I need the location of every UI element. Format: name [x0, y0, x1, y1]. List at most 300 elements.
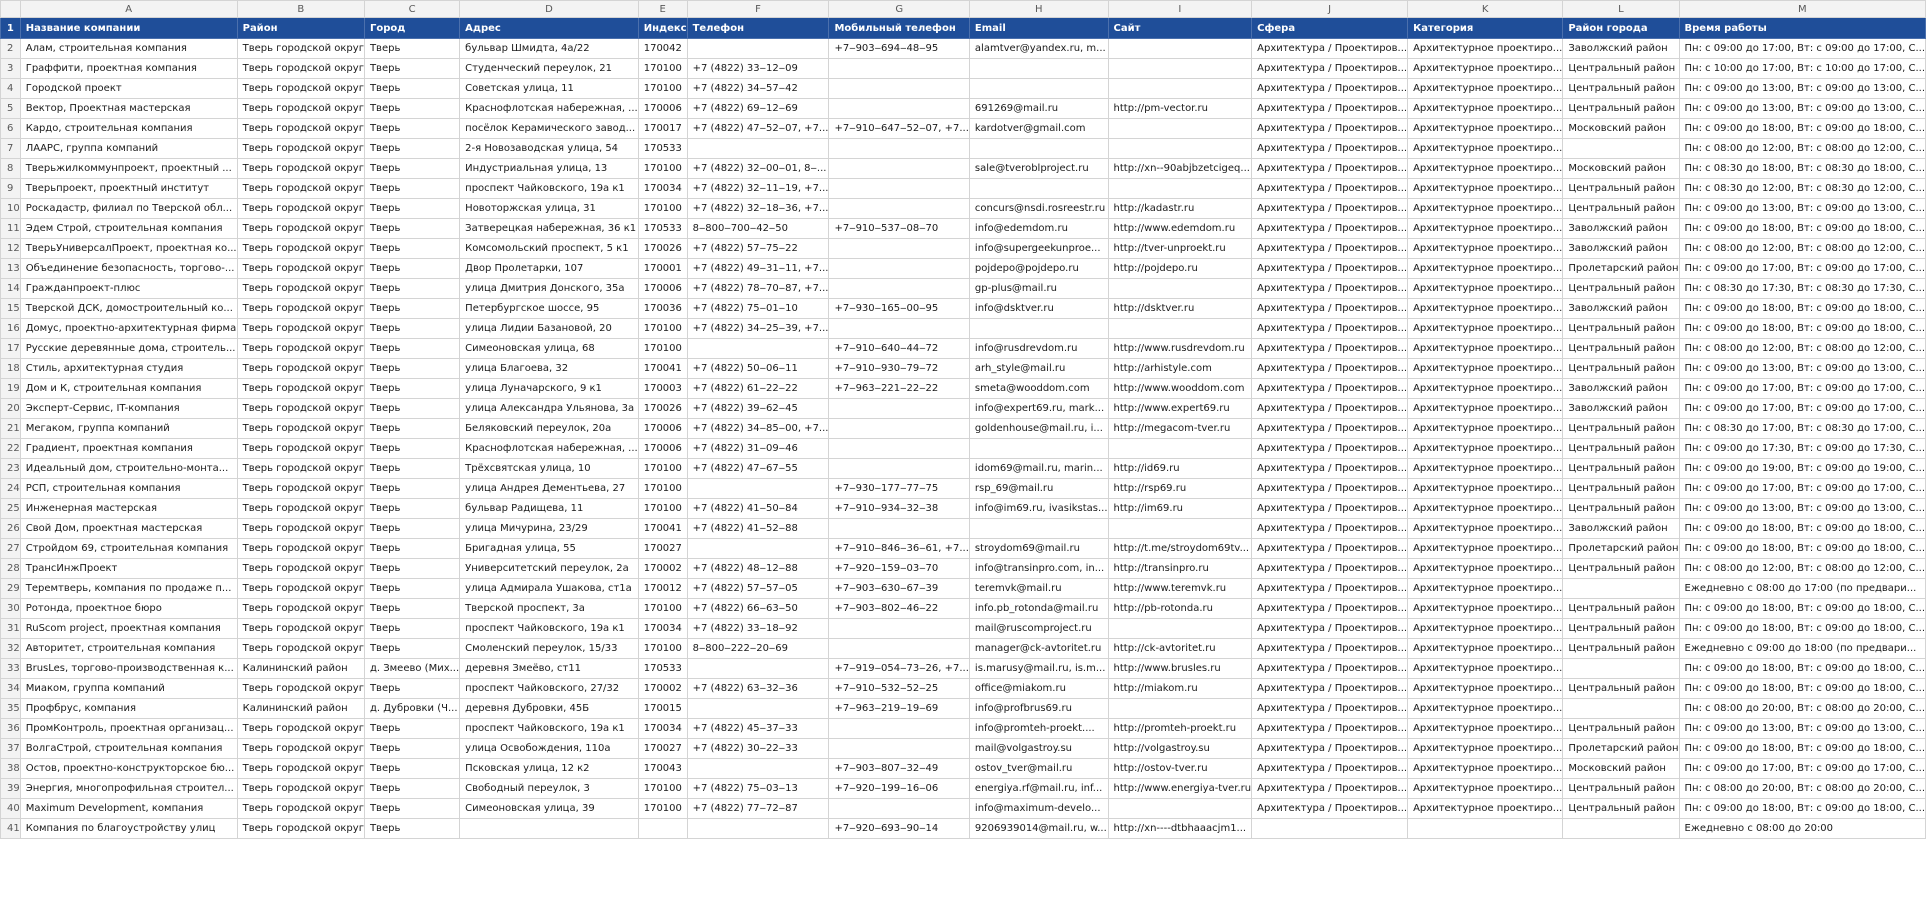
cell[interactable]: Тверь городской округ	[237, 79, 364, 99]
cell[interactable]: http://t.me/stroydom69tv...	[1108, 539, 1252, 559]
cell[interactable]: Стройдом 69, строительная компания	[20, 539, 237, 559]
cell[interactable]: 170100	[638, 319, 687, 339]
cell[interactable]: 170015	[638, 699, 687, 719]
cell[interactable]: http://rsp69.ru	[1108, 479, 1252, 499]
cell[interactable]: Центральный район	[1563, 359, 1679, 379]
cell[interactable]	[1252, 819, 1408, 839]
cell[interactable]: Теремтверь, компания по продаже п...	[20, 579, 237, 599]
cell[interactable]: Пн: с 09:00 до 18:00, Вт: с 09:00 до 18:00, С...	[1679, 119, 1925, 139]
cell[interactable]: Дом и К, строительная компания	[20, 379, 237, 399]
cell[interactable]: Архитектура / Проектиров...	[1252, 579, 1408, 599]
cell[interactable]: Пн: с 08:30 до 18:00, Вт: с 08:30 до 18:00, С...	[1679, 159, 1925, 179]
cell[interactable]: Тверь	[364, 419, 459, 439]
cell[interactable]: Мегаком, группа компаний	[20, 419, 237, 439]
cell[interactable]: Центральный район	[1563, 639, 1679, 659]
cell[interactable]: http://transinpro.ru	[1108, 559, 1252, 579]
cell[interactable]: Архитектурное проектиро...	[1408, 559, 1563, 579]
row-number[interactable]: 24	[1, 479, 21, 499]
cell[interactable]	[969, 319, 1108, 339]
cell[interactable]: Архитектура / Проектиров...	[1252, 799, 1408, 819]
cell[interactable]: 170533	[638, 219, 687, 239]
cell[interactable]	[829, 439, 969, 459]
cell[interactable]: Вектор, Проектная мастерская	[20, 99, 237, 119]
cell[interactable]: Пн: с 09:00 до 13:00, Вт: с 09:00 до 13:00, С...	[1679, 719, 1925, 739]
cell[interactable]: Архитектурное проектиро...	[1408, 799, 1563, 819]
cell[interactable]: 170026	[638, 399, 687, 419]
cell[interactable]: Тверь городской округ	[237, 159, 364, 179]
cell[interactable]: Тверской ДСК, домостроительный ко...	[20, 299, 237, 319]
cell[interactable]: Тверь городской округ	[237, 439, 364, 459]
cell[interactable]: Пн: с 09:00 до 18:00, Вт: с 09:00 до 18:00, С...	[1679, 219, 1925, 239]
cell[interactable]: Комсомольский проспект, 5 к1	[460, 239, 639, 259]
row-number[interactable]: 1	[1, 18, 21, 39]
cell[interactable]: Тверь городской округ	[237, 379, 364, 399]
cell[interactable]	[687, 699, 829, 719]
cell[interactable]	[969, 519, 1108, 539]
cell[interactable]: Архитектурное проектиро...	[1408, 619, 1563, 639]
cell[interactable]	[687, 139, 829, 159]
cell[interactable]	[1108, 179, 1252, 199]
cell[interactable]: Тверь городской округ	[237, 779, 364, 799]
cell[interactable]: Архитектурное проектиро...	[1408, 239, 1563, 259]
cell[interactable]: Пн: с 09:00 до 17:30, Вт: с 09:00 до 17:30, С...	[1679, 439, 1925, 459]
cell[interactable]: Ежедневно с 08:00 до 20:00	[1679, 819, 1925, 839]
header-cell[interactable]: Город	[364, 18, 459, 39]
row-number[interactable]: 18	[1, 359, 21, 379]
cell[interactable]: Тверь	[364, 379, 459, 399]
cell[interactable]: Свободный переулок, 3	[460, 779, 639, 799]
cell[interactable]: Пн: с 09:00 до 18:00, Вт: с 09:00 до 18:00, С...	[1679, 319, 1925, 339]
cell[interactable]: Свой Дом, проектная мастерская	[20, 519, 237, 539]
cell[interactable]: Калининский район	[237, 659, 364, 679]
cell[interactable]: http://pb-rotonda.ru	[1108, 599, 1252, 619]
cell[interactable]: Инженерная мастерская	[20, 499, 237, 519]
cell[interactable]: Тверь	[364, 139, 459, 159]
cell[interactable]: 170006	[638, 439, 687, 459]
cell[interactable]: 170034	[638, 619, 687, 639]
cell[interactable]: Тверь городской округ	[237, 499, 364, 519]
cell[interactable]: Домус, проектно-архитектурная фирма	[20, 319, 237, 339]
cell[interactable]: Тверь	[364, 439, 459, 459]
cell[interactable]: Тверь городской округ	[237, 599, 364, 619]
cell[interactable]: улица Адмирала Ушакова, ст1а	[460, 579, 639, 599]
cell[interactable]	[1108, 59, 1252, 79]
cell[interactable]: Архитектурное проектиро...	[1408, 679, 1563, 699]
cell[interactable]: Архитектура / Проектиров...	[1252, 179, 1408, 199]
cell[interactable]: Градиент, проектная компания	[20, 439, 237, 459]
cell[interactable]: http://id69.ru	[1108, 459, 1252, 479]
cell[interactable]: Новоторжская улица, 31	[460, 199, 639, 219]
cell[interactable]: улица Александра Ульянова, 3а	[460, 399, 639, 419]
cell[interactable]: Стиль, архитектурная студия	[20, 359, 237, 379]
cell[interactable]: +7 (4822) 47‒52‒07, +7...	[687, 119, 829, 139]
header-cell[interactable]: Сфера	[1252, 18, 1408, 39]
cell[interactable]: +7 (4822) 78‒70‒87, +7...	[687, 279, 829, 299]
cell[interactable]: Пн: с 09:00 до 18:00, Вт: с 09:00 до 18:00, С...	[1679, 799, 1925, 819]
row-number[interactable]: 40	[1, 799, 21, 819]
cell[interactable]: Пн: с 09:00 до 17:00, Вт: с 09:00 до 17:00, С...	[1679, 479, 1925, 499]
cell[interactable]: Тверь городской округ	[237, 519, 364, 539]
cell[interactable]: Пн: с 09:00 до 13:00, Вт: с 09:00 до 13:00, С...	[1679, 79, 1925, 99]
cell[interactable]: +7‒963‒221‒22‒22	[829, 379, 969, 399]
cell[interactable]: Архитектура / Проектиров...	[1252, 259, 1408, 279]
cell[interactable]: Архитектура / Проектиров...	[1252, 519, 1408, 539]
cell[interactable]: 9206939014@mail.ru, w...	[969, 819, 1108, 839]
cell[interactable]: Пн: с 09:00 до 13:00, Вт: с 09:00 до 13:00, С...	[1679, 359, 1925, 379]
cell[interactable]: Архитектурное проектиро...	[1408, 759, 1563, 779]
cell[interactable]: Архитектурное проектиро...	[1408, 439, 1563, 459]
cell[interactable]: Смоленский переулок, 15/33	[460, 639, 639, 659]
cell[interactable]: 170100	[638, 59, 687, 79]
cell[interactable]: Тверь	[364, 359, 459, 379]
cell[interactable]: 170001	[638, 259, 687, 279]
cell[interactable]: Тверь городской округ	[237, 819, 364, 839]
cell[interactable]: Университетский переулок, 2а	[460, 559, 639, 579]
row-number[interactable]: 25	[1, 499, 21, 519]
cell[interactable]: Заволжский район	[1563, 399, 1679, 419]
cell[interactable]: Пн: с 09:00 до 18:00, Вт: с 09:00 до 18:00, С...	[1679, 739, 1925, 759]
cell[interactable]: Архитектурное проектиро...	[1408, 459, 1563, 479]
cell[interactable]: Профбрус, компания	[20, 699, 237, 719]
cell[interactable]: Центральный район	[1563, 419, 1679, 439]
cell[interactable]: Пн: с 09:00 до 13:00, Вт: с 09:00 до 13:00, С...	[1679, 499, 1925, 519]
cell[interactable]: +7 (4822) 57‒57‒05	[687, 579, 829, 599]
cell[interactable]: Пн: с 09:00 до 18:00, Вт: с 09:00 до 18:00, С...	[1679, 299, 1925, 319]
cell[interactable]: Архитектурное проектиро...	[1408, 279, 1563, 299]
cell[interactable]: Тверь городской округ	[237, 39, 364, 59]
cell[interactable]: Архитектура / Проектиров...	[1252, 219, 1408, 239]
cell[interactable]: Архитектура / Проектиров...	[1252, 479, 1408, 499]
cell[interactable]: Архитектурное проектиро...	[1408, 259, 1563, 279]
cell[interactable]: Архитектурное проектиро...	[1408, 739, 1563, 759]
cell[interactable]: Тверь	[364, 319, 459, 339]
cell[interactable]: smeta@wooddom.com	[969, 379, 1108, 399]
cell[interactable]: +7‒910‒934‒32‒38	[829, 499, 969, 519]
cell[interactable]	[1108, 79, 1252, 99]
cell[interactable]: Архитектура / Проектиров...	[1252, 719, 1408, 739]
cell[interactable]: Архитектурное проектиро...	[1408, 539, 1563, 559]
cell[interactable]	[829, 79, 969, 99]
cell[interactable]: Миаком, группа компаний	[20, 679, 237, 699]
column-header-i[interactable]: I	[1108, 1, 1252, 18]
cell[interactable]: Архитектура / Проектиров...	[1252, 679, 1408, 699]
cell[interactable]: Тверь городской округ	[237, 139, 364, 159]
cell[interactable]: бульвар Радищева, 11	[460, 499, 639, 519]
cell[interactable]: Архитектура / Проектиров...	[1252, 99, 1408, 119]
row-number[interactable]: 13	[1, 259, 21, 279]
row-number[interactable]: 28	[1, 559, 21, 579]
cell[interactable]: Тверь	[364, 199, 459, 219]
cell[interactable]: 2-я Новозаводская улица, 54	[460, 139, 639, 159]
cell[interactable]: info@profbrus69.ru	[969, 699, 1108, 719]
cell[interactable]: http://volgastroy.su	[1108, 739, 1252, 759]
cell[interactable]: д. Змеево (Мих...	[364, 659, 459, 679]
cell[interactable]	[969, 139, 1108, 159]
cell[interactable]: goldenhouse@mail.ru, i...	[969, 419, 1108, 439]
cell[interactable]: Тверь	[364, 59, 459, 79]
cell[interactable]: 170027	[638, 539, 687, 559]
cell[interactable]: Тверь городской округ	[237, 59, 364, 79]
cell[interactable]	[829, 99, 969, 119]
cell[interactable]: ТрансИнжПроект	[20, 559, 237, 579]
row-number[interactable]: 12	[1, 239, 21, 259]
cell[interactable]	[687, 339, 829, 359]
cell[interactable]: http://www.rusdrevdom.ru	[1108, 339, 1252, 359]
header-cell[interactable]: Район города	[1563, 18, 1679, 39]
cell[interactable]: Гражданпроект-плюс	[20, 279, 237, 299]
cell[interactable]: Архитектурное проектиро...	[1408, 59, 1563, 79]
row-number[interactable]: 31	[1, 619, 21, 639]
cell[interactable]	[638, 819, 687, 839]
cell[interactable]: +7 (4822) 49‒31‒11, +7...	[687, 259, 829, 279]
cell[interactable]	[1108, 439, 1252, 459]
cell[interactable]	[687, 759, 829, 779]
cell[interactable]: Пн: с 10:00 до 17:00, Вт: с 10:00 до 17:00, С...	[1679, 59, 1925, 79]
cell[interactable]: Тверь	[364, 339, 459, 359]
cell[interactable]: 170533	[638, 659, 687, 679]
cell[interactable]: Тверь городской округ	[237, 399, 364, 419]
cell[interactable]: Архитектура / Проектиров...	[1252, 39, 1408, 59]
cell[interactable]: teremvk@mail.ru	[969, 579, 1108, 599]
cell[interactable]: Архитектура / Проектиров...	[1252, 619, 1408, 639]
cell[interactable]: http://xn----dtbhaaacjm1...	[1108, 819, 1252, 839]
cell[interactable]	[687, 819, 829, 839]
cell[interactable]: Тверь городской округ	[237, 119, 364, 139]
cell[interactable]: info@promteh-proekt....	[969, 719, 1108, 739]
cell[interactable]: +7 (4822) 41‒52‒88	[687, 519, 829, 539]
cell[interactable]: http://www.energiya-tver.ru	[1108, 779, 1252, 799]
cell[interactable]: 170100	[638, 159, 687, 179]
cell[interactable]: http://ck-avtoritet.ru	[1108, 639, 1252, 659]
cell[interactable]: http://dsktver.ru	[1108, 299, 1252, 319]
cell[interactable]: Архитектурное проектиро...	[1408, 719, 1563, 739]
cell[interactable]: Центральный район	[1563, 319, 1679, 339]
cell[interactable]	[1108, 519, 1252, 539]
cell[interactable]: Архитектурное проектиро...	[1408, 99, 1563, 119]
cell[interactable]: Архитектурное проектиро...	[1408, 79, 1563, 99]
cell[interactable]	[969, 59, 1108, 79]
cell[interactable]: +7 (4822) 33‒18‒92	[687, 619, 829, 639]
cell[interactable]: +7 (4822) 63‒32‒36	[687, 679, 829, 699]
row-number[interactable]: 19	[1, 379, 21, 399]
cell[interactable]	[829, 519, 969, 539]
cell[interactable]: Тверь городской округ	[237, 479, 364, 499]
cell[interactable]: Пн: с 09:00 до 18:00, Вт: с 09:00 до 18:00, С...	[1679, 519, 1925, 539]
row-number[interactable]: 2	[1, 39, 21, 59]
cell[interactable]: Пн: с 08:00 до 12:00, Вт: с 08:00 до 12:00, С...	[1679, 139, 1925, 159]
cell[interactable]: Студенческий переулок, 21	[460, 59, 639, 79]
cell[interactable]: sale@tveroblproject.ru	[969, 159, 1108, 179]
cell[interactable]: Индустриальная улица, 13	[460, 159, 639, 179]
cell[interactable]: +7 (4822) 32‒00‒01, 8‒...	[687, 159, 829, 179]
cell[interactable]: http://miakom.ru	[1108, 679, 1252, 699]
cell[interactable]: http://kadastr.ru	[1108, 199, 1252, 219]
row-number[interactable]: 7	[1, 139, 21, 159]
cell[interactable]: Архитектура / Проектиров...	[1252, 659, 1408, 679]
cell[interactable]: Центральный район	[1563, 799, 1679, 819]
row-number[interactable]: 37	[1, 739, 21, 759]
cell[interactable]: Архитектура / Проектиров...	[1252, 279, 1408, 299]
cell[interactable]: улица Андрея Дементьева, 27	[460, 479, 639, 499]
cell[interactable]: Архитектура / Проектиров...	[1252, 379, 1408, 399]
cell[interactable]: Пн: с 08:00 до 12:00, Вт: с 08:00 до 12:00, С...	[1679, 339, 1925, 359]
cell[interactable]: Авторитет, строительная компания	[20, 639, 237, 659]
cell[interactable]: Тверь городской округ	[237, 99, 364, 119]
cell[interactable]: Калининский район	[237, 699, 364, 719]
column-header-h[interactable]: H	[969, 1, 1108, 18]
cell[interactable]: +7‒963‒219‒19‒69	[829, 699, 969, 719]
cell[interactable]: Краснофлотская набережная, ...	[460, 439, 639, 459]
cell[interactable]: Пролетарский район	[1563, 739, 1679, 759]
cell[interactable]: бульвар Шмидта, 4а/22	[460, 39, 639, 59]
cell[interactable]	[1563, 659, 1679, 679]
cell[interactable]: 170034	[638, 719, 687, 739]
cell[interactable]: Советская улица, 11	[460, 79, 639, 99]
cell[interactable]: mail@volgastroy.su	[969, 739, 1108, 759]
column-header-m[interactable]: M	[1679, 1, 1925, 18]
cell[interactable]: Архитектура / Проектиров...	[1252, 539, 1408, 559]
cell[interactable]: +7 (4822) 32‒11‒19, +7...	[687, 179, 829, 199]
cell[interactable]: +7 (4822) 41‒50‒84	[687, 499, 829, 519]
cell[interactable]: Архитектура / Проектиров...	[1252, 559, 1408, 579]
cell[interactable]: http://ostov-tver.ru	[1108, 759, 1252, 779]
cell[interactable]: Тверь	[364, 79, 459, 99]
cell[interactable]	[687, 39, 829, 59]
cell[interactable]: Тверь	[364, 459, 459, 479]
cell[interactable]: energiya.rf@mail.ru, inf...	[969, 779, 1108, 799]
cell[interactable]: 8‒800‒222‒20‒69	[687, 639, 829, 659]
cell[interactable]: Тверь	[364, 499, 459, 519]
cell[interactable]	[829, 399, 969, 419]
cell[interactable]	[1563, 699, 1679, 719]
cell[interactable]: Эксперт-Сервис, IT-компания	[20, 399, 237, 419]
cell[interactable]: +7 (4822) 61‒22‒22	[687, 379, 829, 399]
cell[interactable]: Тверь городской округ	[237, 219, 364, 239]
cell[interactable]: Двор Пролетарки, 107	[460, 259, 639, 279]
cell[interactable]: Заволжский район	[1563, 219, 1679, 239]
cell[interactable]: Тверь городской округ	[237, 239, 364, 259]
cell[interactable]: Объединение безопасность, торгово-...	[20, 259, 237, 279]
cell[interactable]: Московский район	[1563, 159, 1679, 179]
cell[interactable]: +7‒903‒694‒48‒95	[829, 39, 969, 59]
cell[interactable]: Архитектурное проектиро...	[1408, 199, 1563, 219]
cell[interactable]: 170017	[638, 119, 687, 139]
cell[interactable]: Тверь городской округ	[237, 459, 364, 479]
cell[interactable]: rsp_69@mail.ru	[969, 479, 1108, 499]
cell[interactable]: Центральный район	[1563, 179, 1679, 199]
cell[interactable]: Ротонда, проектное бюро	[20, 599, 237, 619]
row-number[interactable]: 29	[1, 579, 21, 599]
column-header-c[interactable]: C	[364, 1, 459, 18]
cell[interactable]: Архитектурное проектиро...	[1408, 359, 1563, 379]
column-header-e[interactable]: E	[638, 1, 687, 18]
cell[interactable]	[969, 439, 1108, 459]
cell[interactable]	[687, 659, 829, 679]
cell[interactable]: +7 (4822) 45‒37‒33	[687, 719, 829, 739]
cell[interactable]: 170041	[638, 519, 687, 539]
cell[interactable]: 170100	[638, 799, 687, 819]
cell[interactable]: Тверь городской округ	[237, 559, 364, 579]
cell[interactable]	[687, 539, 829, 559]
cell[interactable]: Архитектура / Проектиров...	[1252, 739, 1408, 759]
cell[interactable]: 170034	[638, 179, 687, 199]
cell[interactable]: +7‒910‒532‒52‒25	[829, 679, 969, 699]
cell[interactable]: Тверь	[364, 679, 459, 699]
cell[interactable]: +7‒910‒640‒44‒72	[829, 339, 969, 359]
cell[interactable]: Архитектура / Проектиров...	[1252, 499, 1408, 519]
cell[interactable]: улица Лидии Базановой, 20	[460, 319, 639, 339]
cell[interactable]: Архитектура / Проектиров...	[1252, 239, 1408, 259]
cell[interactable]: Тверь	[364, 399, 459, 419]
cell[interactable]	[1108, 319, 1252, 339]
cell[interactable]	[829, 179, 969, 199]
cell[interactable]	[829, 619, 969, 639]
cell[interactable]: Тверь городской округ	[237, 319, 364, 339]
cell[interactable]: Псковская улица, 12 к2	[460, 759, 639, 779]
cell[interactable]: http://pm-vector.ru	[1108, 99, 1252, 119]
cell[interactable]: Затверецкая набережная, 36 к1	[460, 219, 639, 239]
cell[interactable]: Тверь городской округ	[237, 179, 364, 199]
cell[interactable]: http://im69.ru	[1108, 499, 1252, 519]
cell[interactable]: Архитектура / Проектиров...	[1252, 359, 1408, 379]
cell[interactable]: is.marusy@mail.ru, is.m...	[969, 659, 1108, 679]
cell[interactable]: Ежедневно с 09:00 до 18:00 (по предвари...	[1679, 639, 1925, 659]
cell[interactable]: проспект Чайковского, 27/32	[460, 679, 639, 699]
cell[interactable]: Заволжский район	[1563, 239, 1679, 259]
cell[interactable]: Архитектура / Проектиров...	[1252, 459, 1408, 479]
cell[interactable]: Тверь городской округ	[237, 799, 364, 819]
cell[interactable]: BrusLes, торгово-производственная к...	[20, 659, 237, 679]
cell[interactable]: 170002	[638, 559, 687, 579]
cell[interactable]: +7 (4822) 75‒03‒13	[687, 779, 829, 799]
header-cell[interactable]: Телефон	[687, 18, 829, 39]
header-cell[interactable]: Район	[237, 18, 364, 39]
row-number[interactable]: 26	[1, 519, 21, 539]
cell[interactable]: 170006	[638, 419, 687, 439]
cell[interactable]: ТверьУниверсалПроект, проектная ко...	[20, 239, 237, 259]
cell[interactable]: info@edemdom.ru	[969, 219, 1108, 239]
cell[interactable]: Архитектура / Проектиров...	[1252, 319, 1408, 339]
cell[interactable]: Архитектурное проектиро...	[1408, 139, 1563, 159]
cell[interactable]: Симеоновская улица, 39	[460, 799, 639, 819]
cell[interactable]: Центральный район	[1563, 459, 1679, 479]
cell[interactable]: +7 (4822) 69‒12‒69	[687, 99, 829, 119]
cell[interactable]: Городской проект	[20, 79, 237, 99]
cell[interactable]	[829, 459, 969, 479]
cell[interactable]: +7‒910‒846‒36‒61, +7...	[829, 539, 969, 559]
cell[interactable]: Пн: с 08:00 до 20:00, Вт: с 08:00 до 20:00, С...	[1679, 779, 1925, 799]
cell[interactable]	[829, 719, 969, 739]
row-number[interactable]: 16	[1, 319, 21, 339]
cell[interactable]: pojdepo@pojdepo.ru	[969, 259, 1108, 279]
cell[interactable]: 170042	[638, 39, 687, 59]
cell[interactable]: Архитектура / Проектиров...	[1252, 759, 1408, 779]
row-number[interactable]: 30	[1, 599, 21, 619]
cell[interactable]: Пн: с 09:00 до 17:00, Вт: с 09:00 до 17:00, С...	[1679, 759, 1925, 779]
cell[interactable]: 170026	[638, 239, 687, 259]
cell[interactable]: Архитектурное проектиро...	[1408, 479, 1563, 499]
cell[interactable]: Русские деревянные дома, строитель...	[20, 339, 237, 359]
cell[interactable]: 170036	[638, 299, 687, 319]
cell[interactable]: Тверь городской округ	[237, 759, 364, 779]
cell[interactable]: Центральный район	[1563, 619, 1679, 639]
cell[interactable]: Алам, строительная компания	[20, 39, 237, 59]
row-number[interactable]: 17	[1, 339, 21, 359]
row-number[interactable]: 33	[1, 659, 21, 679]
cell[interactable]: Архитектура / Проектиров...	[1252, 299, 1408, 319]
cell[interactable]: Трёхсвятская улица, 10	[460, 459, 639, 479]
cell[interactable]: Тверь	[364, 819, 459, 839]
